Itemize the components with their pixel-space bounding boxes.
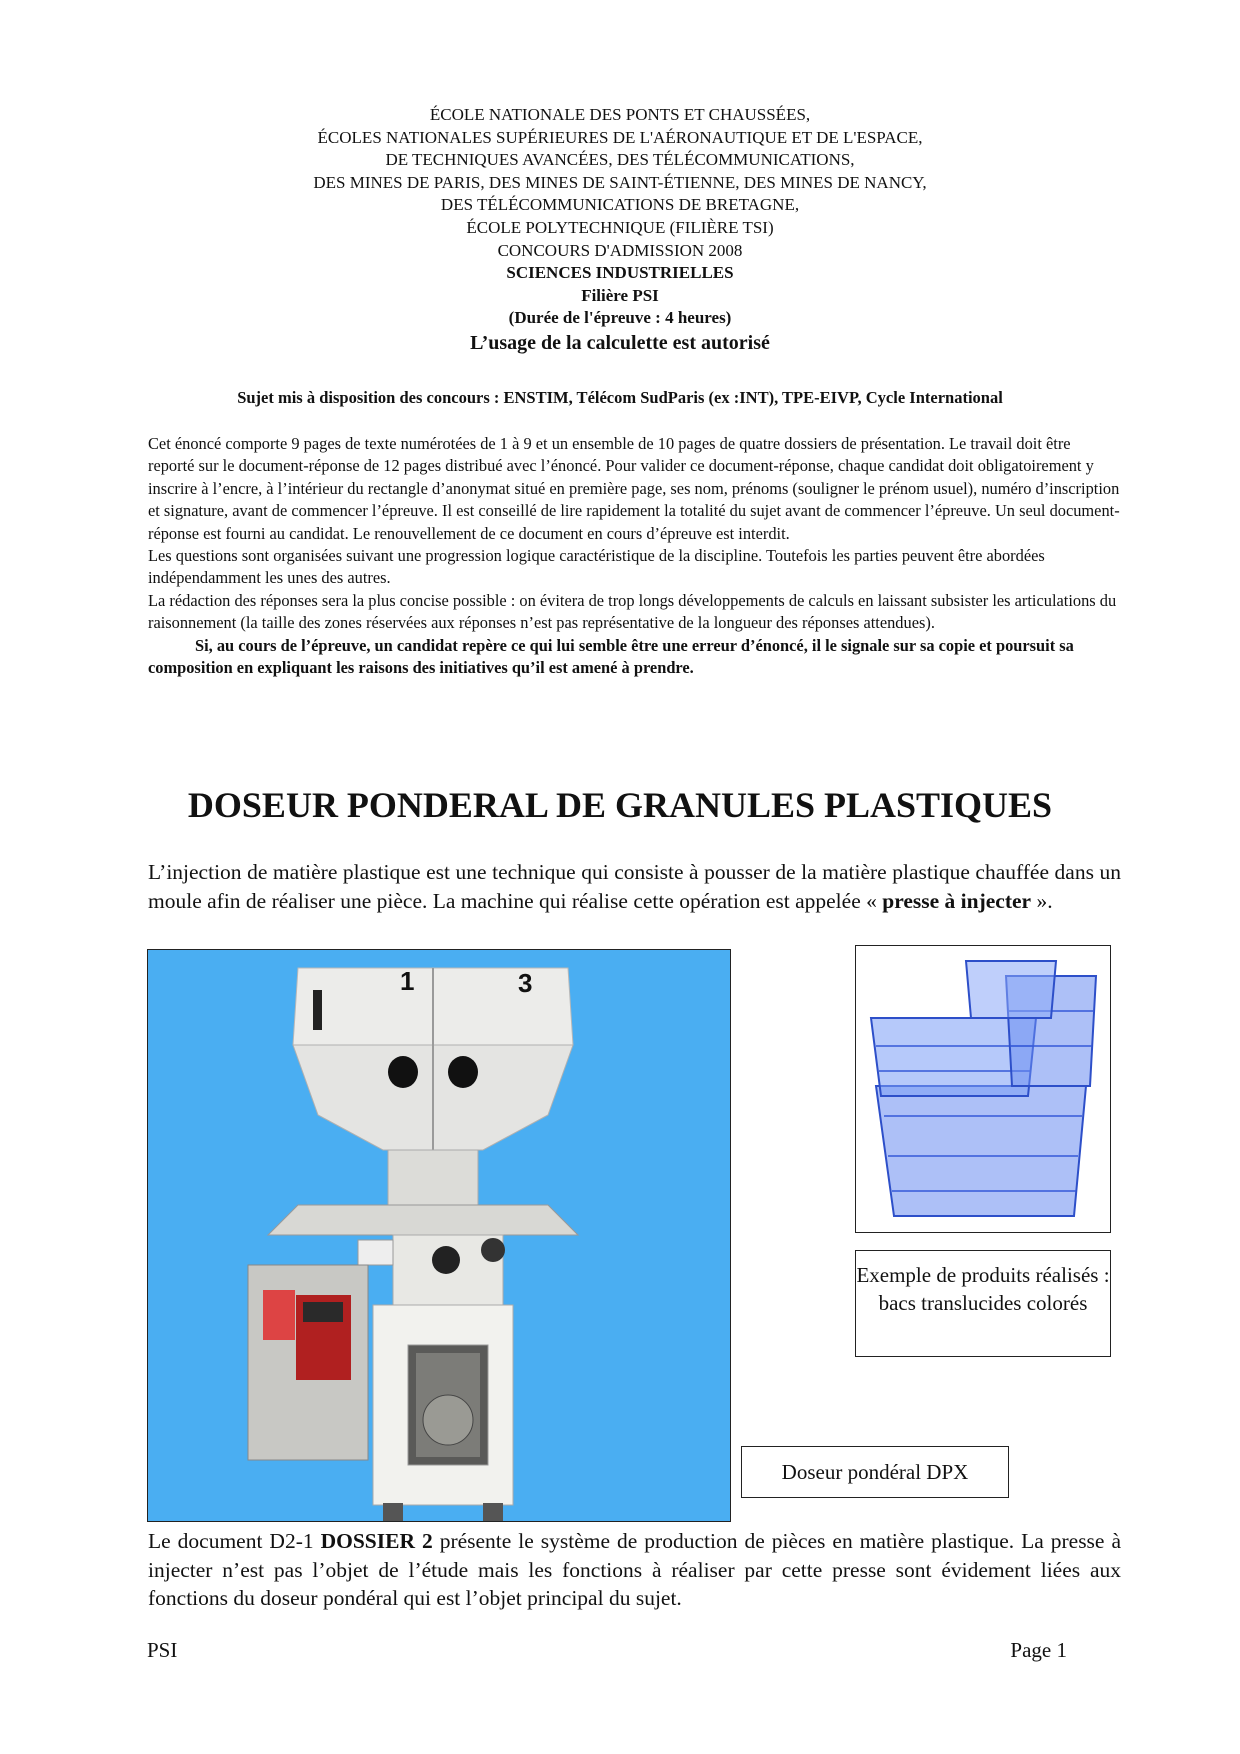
header-line: ÉCOLES NATIONALES SUPÉRIEURES DE L'AÉRONAUTIQUE ET DE L'ESPACE,	[317, 127, 923, 147]
hopper-label-1: 1	[400, 966, 415, 996]
products-caption: Exemple de produits réalisés : bacs translucides colorés	[855, 1250, 1111, 1357]
products-photo	[855, 945, 1111, 1233]
header-line: DES TÉLÉCOMMUNICATIONS DE BRETAGNE,	[440, 195, 800, 215]
exam-header	[0, 104, 1240, 356]
header-line: ÉCOLE POLYTECHNIQUE (FILIÈRE TSI)	[466, 217, 774, 237]
para2-text: présente le système de production de pièces en matière plastique. La presse à injecter n’est pas l’objet de l’étude mais les fonctions à réaliser par cette presse sont évidement liées aux fonctions du doseur pondéral qui est l’objet principal du sujet.	[148, 1529, 1121, 1611]
hopper-label-3: 3	[518, 968, 533, 998]
intro-paragraph-injection	[148, 858, 1121, 915]
para1-text: L’injection de matière plastique est une technique qui consiste à pousser de la matière plastique chauffée dans un moule afin de réaliser une pièce. La machine qui réalise cette opération est appelée «	[148, 860, 1121, 913]
calculator-note: L’usage de la calculette est autorisé	[470, 331, 770, 354]
filiere: Filière PSI	[581, 285, 659, 305]
header-line: DE TECHNIQUES AVANCÉES, DES TÉLÉCOMMUNICATIONS,	[385, 150, 855, 170]
duration: (Durée de l'épreuve : 4 heures)	[508, 308, 732, 328]
header-line: ÉCOLE NATIONALE DES PONTS ET CHAUSSÉES,	[429, 105, 811, 124]
para1-end: ».	[1031, 888, 1053, 913]
page-number: Page 1	[1010, 1638, 1067, 1662]
intro-paragraph: La rédaction des réponses sera la plus concise possible : on évitera de trop longs développements de calculs en laissant subsister les articulations du raisonnement (la taille des zones réservées aux réponses n’est pas représentative de la longueur des réponses attendues).	[148, 590, 1117, 633]
header-line: CONCOURS D'ADMISSION 2008	[497, 240, 743, 260]
intro-warning: Si, au cours de l’épreuve, un candidat repère ce qui lui semble être une erreur d’énoncé, il le signale sur sa copie et poursuit sa composition en expliquant les raisons des initiatives qu’il est amené à prendre.	[148, 635, 1074, 678]
subject-title: SCIENCES INDUSTRIELLES	[506, 263, 734, 283]
doseur-photo	[147, 949, 731, 1522]
intro-instructions	[148, 433, 1121, 679]
para2-bold: DOSSIER 2	[320, 1529, 433, 1553]
footer-filiere: PSI	[147, 1638, 178, 1662]
header-line: DES MINES DE PARIS, DES MINES DE SAINT-ÉTIENNE, DES MINES DE NANCY,	[313, 172, 927, 192]
para1-bold: presse à injecter	[882, 888, 1032, 913]
intro-paragraph: Cet énoncé comporte 9 pages de texte numérotées de 1 à 9 et un ensemble de 10 pages de quatre dossiers de présentation. Le travail doit être reporté sur le document-réponse de 12 pages distribué avec l’énoncé. Pour valider ce document-réponse, chaque candidat doit obligatoirement y inscrire à l’encre, à l’intérieur du rectangle d’anonymat situé en première page, ses nom, prénoms (souligner le prénom usuel), numéro d’inscription et signature, avant de commencer l’épreuve. Il est conseillé de lire rapidement la totalité du sujet avant de commencer l’épreuve. Un seul document-réponse est fourni au candidat. Le renouvellement de ce document en cours d’épreuve est interdit.	[148, 434, 1120, 543]
doseur-machine-illustration	[148, 950, 731, 1522]
intro-paragraph: Les questions sont organisées suivant une progression logique caractéristique de la discipline. Toutefois les parties peuvent être abordées indépendamment les unes des autres.	[148, 546, 1045, 588]
sujet-line: Sujet mis à disposition des concours : ENSTIM, Télécom SudParis (ex :INT), TPE-EIVP, Cycle International	[237, 388, 1003, 407]
translucent-bins-illustration	[856, 946, 1111, 1233]
main-title: DOSEUR PONDERAL DE GRANULES PLASTIQUES	[187, 785, 1053, 825]
para2-start: Le document D2-1	[148, 1529, 321, 1553]
dossier-paragraph	[148, 1527, 1121, 1613]
doseur-caption: Doseur pondéral DPX	[741, 1446, 1009, 1498]
